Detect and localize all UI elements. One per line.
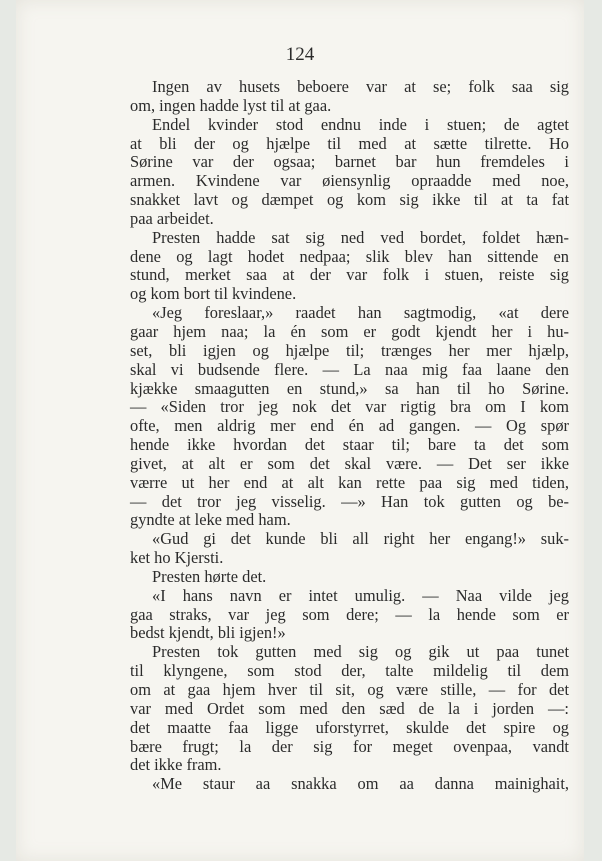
text-line: set, bli igjen og hjælpe til; trænges her mer hjælp,	[130, 340, 569, 360]
text-line: «Gud gi det kunde bli all right her engang!» suk-	[152, 529, 569, 549]
text-line: givet, at alt er som det skal være. — Det ser ikke	[130, 453, 569, 473]
text-line: hende ikke hvordan det staar til; bare ta det som	[130, 435, 569, 455]
text-line: om at gaa hjem hver til sit, og være stille, — for det	[130, 680, 569, 699]
text-line: og kom bort til kvindene.	[130, 284, 297, 304]
text-line: «I hans navn er intet umulig. — Naa vilde jeg	[152, 585, 569, 605]
text-line: Endel kvinder stod endnu inde i stuen; de agtet	[152, 114, 569, 134]
text-line: det maatte faa ligge uforstyrret, skulde det spire og	[130, 717, 569, 737]
text-line: gaar hjem naa; la én som er godt kjendt her i hu-	[130, 321, 569, 341]
text-line: om, ingen hadde lyst til at gaa.	[130, 95, 332, 115]
text-line: kjække smaagutten en stund,» sa han til ho Sørine.	[130, 378, 569, 398]
text-line: bære frugt; la der sig for meget ovenpaa, vandt	[130, 736, 569, 756]
text-line: stund, merket saa at der var folk i stuen, reiste sig	[130, 265, 569, 285]
text-line: snakket lavt og dæmpet og kom sig ikke til at ta fat	[130, 190, 569, 210]
text-line: paa arbeidet.	[130, 208, 214, 228]
text-line: — det tror jeg visselig. —» Han tok gutten og be-	[130, 491, 569, 511]
text-line: «Me staur aa snakka om aa danna mainighait,	[152, 774, 569, 794]
text-line: Presten tok gutten med sig og gik ut paa tunet	[152, 642, 569, 662]
text-line: «Jeg foreslaar,» raadet han sagtmodig, «at dere	[152, 303, 569, 323]
text-line: dene og lagt hodet nedpaa; slik blev han sittende en	[130, 246, 569, 266]
text-line: Presten hadde sat sig ned ved bordet, foldet hæn-	[152, 227, 569, 247]
text-line: ket ho Kjersti.	[130, 548, 224, 568]
page-number: 124	[285, 44, 315, 65]
body-text	[130, 78, 569, 794]
text-line: gyndte at leke med ham.	[130, 510, 291, 530]
text-line: Sørine var der ogsaa; barnet bar hun fremdeles i	[130, 152, 569, 172]
text-line: var med Ordet som med den sæd de la i jorden —:	[130, 698, 569, 718]
text-line: til klyngene, som stod der, talte mildelig til dem	[130, 661, 569, 681]
text-line: bedst kjendt, bli igjen!»	[130, 623, 286, 643]
text-line: værre ut her end at alt kan rette paa sig med tiden,	[130, 472, 569, 492]
text-line: at bli der og hjælpe til med at sætte tilrette. Ho	[130, 133, 569, 153]
text-line: det ikke fram.	[130, 755, 222, 775]
text-line: gaa straks, var jeg som dere; — la hende som er	[130, 604, 569, 624]
book-page	[16, 0, 584, 861]
text-line: armen. Kvindene var øiensynlig opraadde med noe,	[130, 171, 569, 191]
text-line: Ingen av husets beboere var at se; folk saa sig	[152, 77, 569, 96]
text-line: — «Siden tror jeg nok det var rigtig bra om I kom	[130, 397, 569, 417]
text-line: skal vi budsende flere. — La naa mig faa laane den	[130, 359, 569, 379]
text-line: Presten hørte det.	[152, 566, 267, 586]
text-line: ofte, men aldrig mer end én ad gangen. — Og spør	[130, 416, 569, 436]
